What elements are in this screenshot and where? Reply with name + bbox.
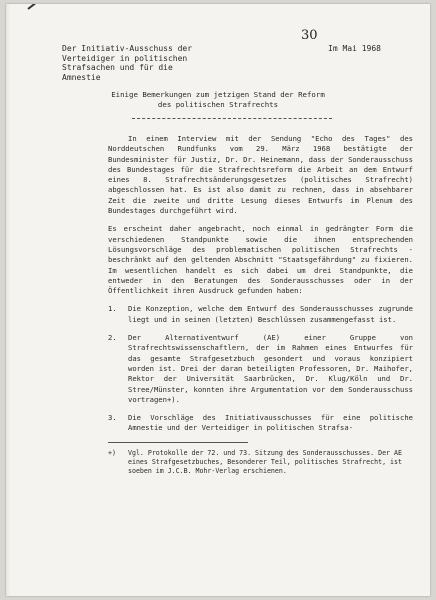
- footnote-marker: +): [108, 448, 116, 457]
- pen-stroke-mark: [27, 4, 52, 10]
- heading-line-1: Einige Bemerkungen zum jetzigen Stand der Reform: [111, 90, 325, 99]
- footnote-text: Vgl. Protokolle der 72. und 73. Sitzung des Sonderausschusses. Der AE eines Strafgesetzbuches, Besonderer Teil, politisches Strafrecht, ist soeben im J.C.B. Mohr-Verlag erschienen.: [128, 448, 402, 475]
- list-item: [108, 413, 413, 434]
- list-item-number: 1.: [108, 304, 117, 314]
- sender-line: Verteidiger in politischen: [62, 53, 188, 63]
- list-item-number: 3.: [108, 413, 117, 423]
- document-heading: [6, 90, 430, 109]
- heading-underline: [132, 118, 332, 119]
- list-item-text: Der Alternativentwurf (AE) einer Gruppe von Strafrechtswissenschaftlern, der im Rahmen eines Entwurfes für das gesamte Strafgesetzbuch gesondert und voraus konzipiert worden ist. Drei der daran beteiligten Professoren, Dr. Maihofer, Rektor der Universität Saarbrücken, Dr. Klug/Köln und Dr. Stree/Münster, konnten ihre Argumentation vor dem Sonderausschuss vortragen+).: [128, 333, 413, 404]
- list-item-text: Die Konzeption, welche dem Entwurf des Sonderausschusses zugrunde liegt und in seinen (letzten) Beschlüssen zusammengefasst ist.: [128, 304, 413, 324]
- letter-date: Im Mai 1968: [328, 44, 381, 53]
- sender-line: Amnestie: [62, 72, 101, 82]
- sender-line: Der Initiativ-Ausschuss der: [62, 44, 193, 53]
- paragraph: Es erscheint daher angebracht, noch einmal in gedrängter Form die verschiedenen Standpunkte sowie die ihnen entsprechenden Lösungsvorschläge des problematischen politischen Strafrechts - beschränkt auf den geltenden Abschnitt "Staatsgefährdung" zu fixieren. Im wesentlichen handelt es sich dabei um drei Standpunkte, die entweder in den Beratungen des Sonderausschusses oder in der Öffentlichkeit ihren Ausdruck gefunden haben:: [108, 224, 413, 296]
- handwritten-page-number: 30: [301, 28, 318, 43]
- paragraph: In einem Interview mit der Sendung "Echo des Tages" des Norddeutschen Rundfunks vom 29. März 1968 bestätigte der Bundesminister für Justiz, Dr. Dr. Heinemann, dass der Sonderausschuss des Bundestages für die Strafrechtsreform die Arbeit an dem Entwurf eines 8. Strafrechtsänderungsgesetzes (politisches Strafrecht) abgeschlossen hat. Es ist also damit zu rechnen, dass in absehbarer Zeit die zweite und dritte Lesung dieses Entwurfs im Plenum des Bundestages durchgeführt wird.: [108, 134, 413, 216]
- list-item-text: Die Vorschläge des Initiativausschusses für eine politische Amnestie und der Verteidiger in politischen Strafsa-: [128, 413, 413, 433]
- document-body: [108, 134, 413, 476]
- list-item: [108, 304, 413, 325]
- heading-line-2: des politischen Strafrechts: [157, 99, 279, 109]
- sender-block: [62, 44, 192, 82]
- footnote-separator: [108, 442, 248, 443]
- footnote: [108, 449, 413, 476]
- list-item: [108, 333, 413, 405]
- list-item-number: 2.: [108, 333, 117, 343]
- document-page: [6, 4, 430, 596]
- sender-line: Strafsachen und für die: [62, 63, 173, 72]
